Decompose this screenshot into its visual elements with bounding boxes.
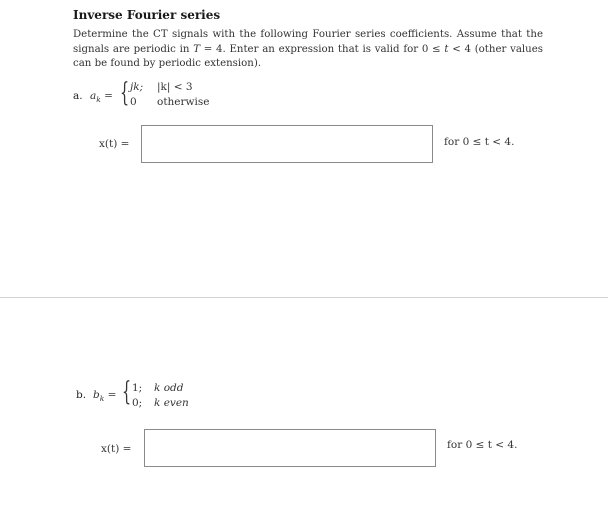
part-b-case2-condition: k even <box>154 397 189 409</box>
part-a-case1-condition: |k| < 3 <box>157 81 193 93</box>
part-b-domain-note: for 0 ≤ t < 4. <box>447 439 518 451</box>
part-a-domain-note: for 0 ≤ t < 4. <box>444 136 515 148</box>
instructions-var-T: T <box>193 43 200 55</box>
part-a-equals: = <box>104 90 113 102</box>
part-b-coefficient <box>93 389 116 403</box>
part-a-label: a. <box>73 90 83 102</box>
instructions-text-2: = 4. Enter an expression that is valid for 0 ≤ <box>199 43 445 55</box>
part-a-case2-condition: otherwise <box>157 96 210 108</box>
part-a-coef-subscript: k <box>96 95 101 105</box>
part-a-case2-value: 0 <box>130 96 137 108</box>
part-b-answer-label: x(t) = <box>101 443 132 455</box>
part-a-coef-symbol: a <box>90 90 97 102</box>
instructions-text-3: < 4 (other values can be found by periodic extension). <box>73 43 544 70</box>
part-a-coefficient <box>90 90 113 104</box>
part-a-answer-label: x(t) = <box>99 138 130 150</box>
instructions-text-1: Determine the CT signals with the following Fourier series coefficients. Assume that the signals are periodic in <box>73 29 543 55</box>
part-b-case1-value: 1; <box>132 382 143 394</box>
part-a-answer-input[interactable] <box>141 125 433 163</box>
part-b-equals: = <box>107 389 117 401</box>
part-b-case1-condition: k odd <box>154 382 184 394</box>
part-a-case1-value: jk; <box>130 81 144 93</box>
part-b-case2-value: 0; <box>132 397 143 409</box>
part-b-coef-symbol: b <box>93 389 100 401</box>
part-b-coef-subscript: k <box>99 394 105 404</box>
part-b-brace: { <box>122 377 132 407</box>
instructions-var-t: t <box>444 43 449 55</box>
part-b-label: b. <box>76 389 87 401</box>
section-divider <box>0 297 608 298</box>
part-a-brace: { <box>120 78 130 108</box>
problem-instructions <box>73 28 543 72</box>
page-title: Inverse Fourier series <box>73 8 221 22</box>
part-b-answer-input[interactable] <box>144 429 436 467</box>
